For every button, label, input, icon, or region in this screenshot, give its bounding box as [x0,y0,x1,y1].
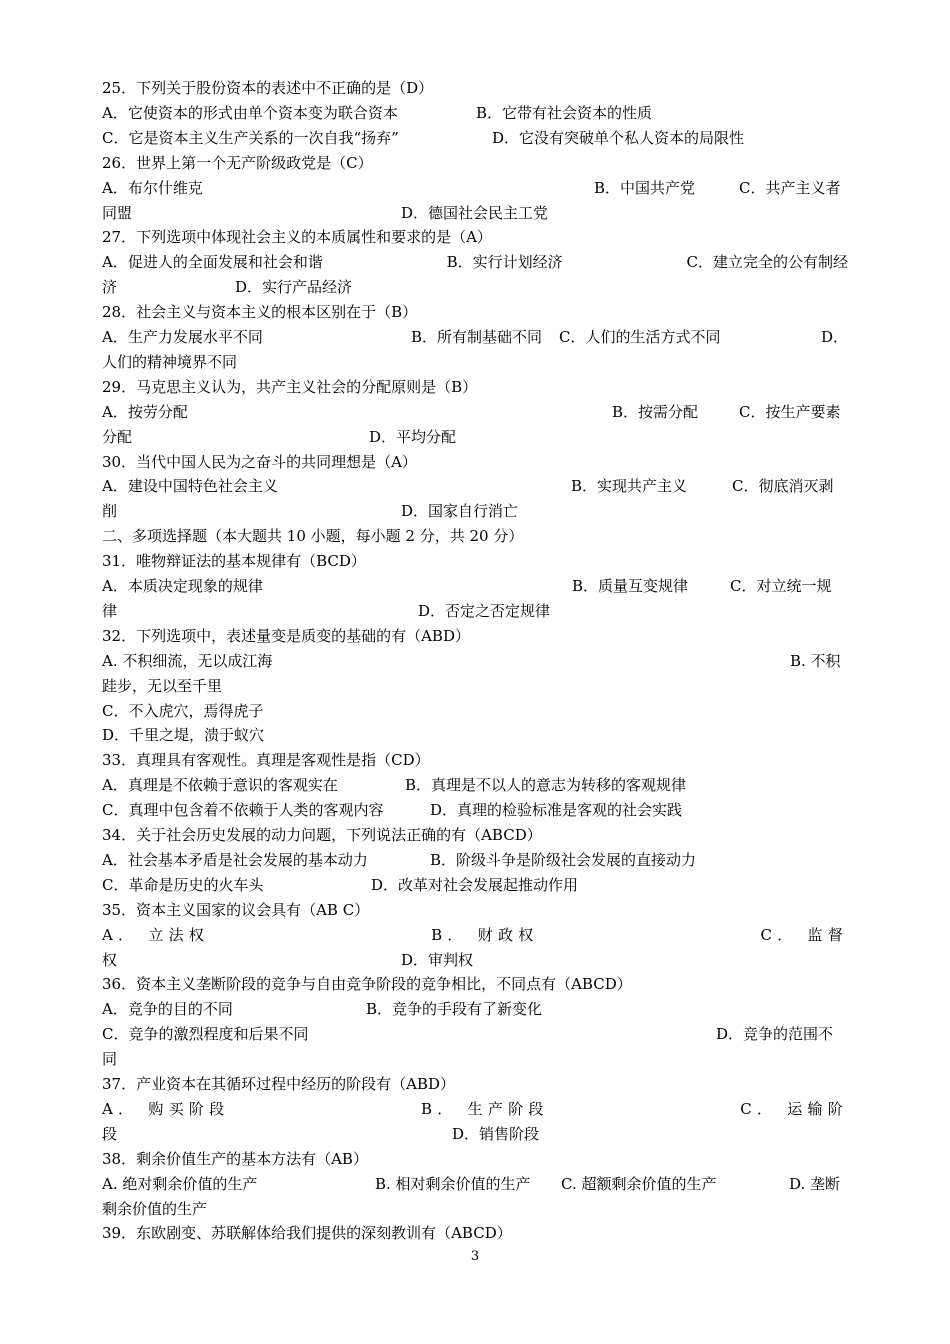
text-line [102,450,848,475]
text-segment: D．审判权 [401,950,474,969]
text-segment: D．平均分配 [369,427,457,446]
text-line [102,1147,848,1172]
text-segment: B. 不积 [790,651,841,670]
text-segment: C．建立完全的公有制经 [686,253,848,272]
text-line [102,1047,848,1072]
text-segment: C．人们的生活方式不同 [559,328,721,346]
text-segment: B．质量互变规律 [572,577,689,595]
text-segment: C．它是资本主义生产关系的一次自我“扬弃” [102,128,399,147]
text-segment: B．所有制基础不同 [411,328,543,346]
text-segment: D．千里之堤，溃于蚁穴 [102,726,265,745]
text-segment: 27．下列选项中体现社会主义的本质属性和要求的是（A） [102,228,492,247]
text-segment: D．改革对社会发展起推动作用 [371,875,579,894]
text-segment: 36．资本主义垄断阶段的竞争与自由竞争阶段的竞争相比，不同点有（ABCD） [102,975,632,994]
page-number: 3 [470,1249,480,1264]
text-segment: A．竞争的目的不同 [102,1000,233,1019]
text-segment: 32．下列选项中，表述量变是质变的基础的有（ABD） [102,626,470,645]
text-segment: A．布尔什维克 [102,178,203,197]
text-segment: A. 绝对剩余价值的生产 [102,1174,258,1193]
text-line [102,176,848,201]
text-segment: C．共产主义者 [739,178,841,197]
text-line [102,325,848,350]
text-segment: C． 监督 [760,925,848,944]
text-line [102,923,848,948]
text-line [102,574,848,599]
text-line [102,997,848,1022]
text-segment: C．真理中包含着不依赖于人类的客观内容 [102,801,384,820]
text-line [102,1097,848,1122]
text-segment: C．竞争的激烈程度和后果不同 [102,1025,309,1044]
text-segment: 39．东欧剧变、苏联解体给我们提供的深刻教训有（ABCD） [102,1224,512,1243]
text-segment: 济 [102,278,118,297]
text-segment: 削 [102,502,118,521]
text-segment: C．彻底消灭剥 [732,477,834,496]
text-segment: 31．唯物辩证法的基本规律有（BCD） [102,552,366,571]
text-segment: 段 [102,1124,118,1143]
text-segment: B． 财政权 [431,925,539,944]
text-segment: 剩余价值的生产 [102,1199,208,1218]
text-line [102,499,848,524]
text-segment: 29．马克思主义认为，共产主义社会的分配原则是（B） [102,377,478,396]
text-segment: B．实现共产主义 [571,477,688,496]
text-line [102,748,848,773]
text-line [102,1197,848,1222]
text-line [102,823,848,848]
text-line [102,972,848,997]
text-line [102,400,848,425]
text-line [102,375,848,400]
text-line [102,873,848,898]
text-line [102,126,848,151]
text-segment: B． 生产阶段 [421,1099,549,1118]
text-segment: 同盟 [102,203,133,222]
text-segment: 人们的精神境界不同 [102,352,238,371]
text-line [102,599,848,624]
text-segment: A. 不积细流，无以成江海 [102,651,273,670]
text-line [102,898,848,923]
text-segment: 同 [102,1050,118,1069]
text-line [102,275,848,300]
text-segment: A．本质决定现象的规律 [102,577,263,595]
text-segment: B. 相对剩余价值的生产 [375,1174,531,1193]
text-segment: A．生产力发展水平不同 [102,328,263,346]
text-line [102,624,848,649]
text-segment: 26．世界上第一个无产阶级政党是（C） [102,153,373,172]
text-line [102,101,848,126]
text-line [102,549,848,574]
text-segment: A．社会基本矛盾是社会发展的基本动力 [102,850,368,869]
text-segment: D．竞争的范围不 [716,1025,834,1044]
text-segment: D．实行产品经济 [235,278,353,297]
text-line [102,674,848,699]
text-segment: D． [821,328,848,346]
text-segment: B．竞争的手段有了新变化 [366,1000,543,1019]
text-line [102,250,848,275]
text-segment: A． 购买阶段 [102,1099,230,1118]
text-segment: D. 垄断 [789,1174,841,1193]
text-segment: A．按劳分配 [102,402,188,421]
text-line [102,948,848,973]
text-line [102,649,848,674]
text-line [102,300,848,325]
text-segment: 35．资本主义国家的议会具有（AB C） [102,900,370,919]
text-line [102,723,848,748]
text-segment: C．按生产要素 [739,402,841,421]
text-segment: B．按需分配 [612,402,699,421]
text-segment: B．中国共产党 [594,178,696,197]
text-segment: 律 [102,601,118,620]
text-segment: B．阶级斗争是阶级社会发展的直接动力 [430,850,697,869]
text-segment: D．它没有突破单个私人资本的局限性 [492,128,745,147]
text-segment: A． 立法权 [102,925,210,944]
text-line [102,699,848,724]
text-line [102,425,848,450]
text-segment: C．革命是历史的火车头 [102,875,264,894]
text-segment: 二、多项选择题（本大题共 10 小题，每小题 2 分，共 20 分） [102,527,524,546]
text-segment: C．对立统一规 [730,577,832,595]
text-line [102,76,848,101]
text-line [102,1122,848,1147]
text-segment: 权 [102,950,118,969]
text-segment: D．否定之否定规律 [418,601,551,620]
text-segment: B．它带有社会资本的性质 [476,103,653,122]
text-line [102,524,848,549]
text-segment: C． 运输阶 [740,1099,848,1118]
text-line [102,474,848,499]
text-segment: 跬步，无以至千里 [102,676,223,695]
text-segment: D．真理的检验标准是客观的社会实践 [430,801,683,820]
text-segment: 25．下列关于股份资本的表述中不正确的是（D） [102,79,434,97]
text-line [102,350,848,375]
text-line [102,848,848,873]
text-segment: C. 超额剩余价值的生产 [561,1174,717,1193]
text-segment: A．促进人的全面发展和社会和谐 [102,253,323,272]
text-segment: 28．社会主义与资本主义的根本区别在于（B） [102,303,418,322]
text-line [102,201,848,226]
text-segment: A．它使资本的形式由单个资本变为联合资本 [102,103,398,122]
text-segment: B．真理是不以人的意志为转移的客观规律 [405,776,687,795]
text-line [102,1072,848,1097]
text-segment: C．不入虎穴，焉得虎子 [102,701,264,720]
text-line [102,798,848,823]
text-segment: 34．关于社会历史发展的动力问题，下列说法正确的有（ABCD） [102,826,542,844]
text-segment: A．建设中国特色社会主义 [102,477,278,496]
text-segment: 38．剩余价值生产的基本方法有（AB） [102,1149,368,1168]
text-segment: 分配 [102,427,133,446]
text-segment: A．真理是不依赖于意识的客观实在 [102,776,338,795]
text-line [102,1022,848,1047]
text-segment: 30．当代中国人民为之奋斗的共同理想是（A） [102,452,417,471]
text-line [102,773,848,798]
text-segment: 33．真理具有客观性。真理是客观性是指（CD） [102,751,430,770]
text-line [102,151,848,176]
text-segment: D．销售阶段 [452,1124,540,1143]
text-segment: B．实行计划经济 [446,253,563,272]
text-line [102,225,848,250]
text-segment: D．国家自行消亡 [401,502,519,521]
text-segment: 37．产业资本在其循环过程中经历的阶段有（ABD） [102,1075,455,1093]
text-line [102,1172,848,1197]
text-line [102,1221,848,1246]
text-segment: D．德国社会民主工党 [401,203,549,222]
